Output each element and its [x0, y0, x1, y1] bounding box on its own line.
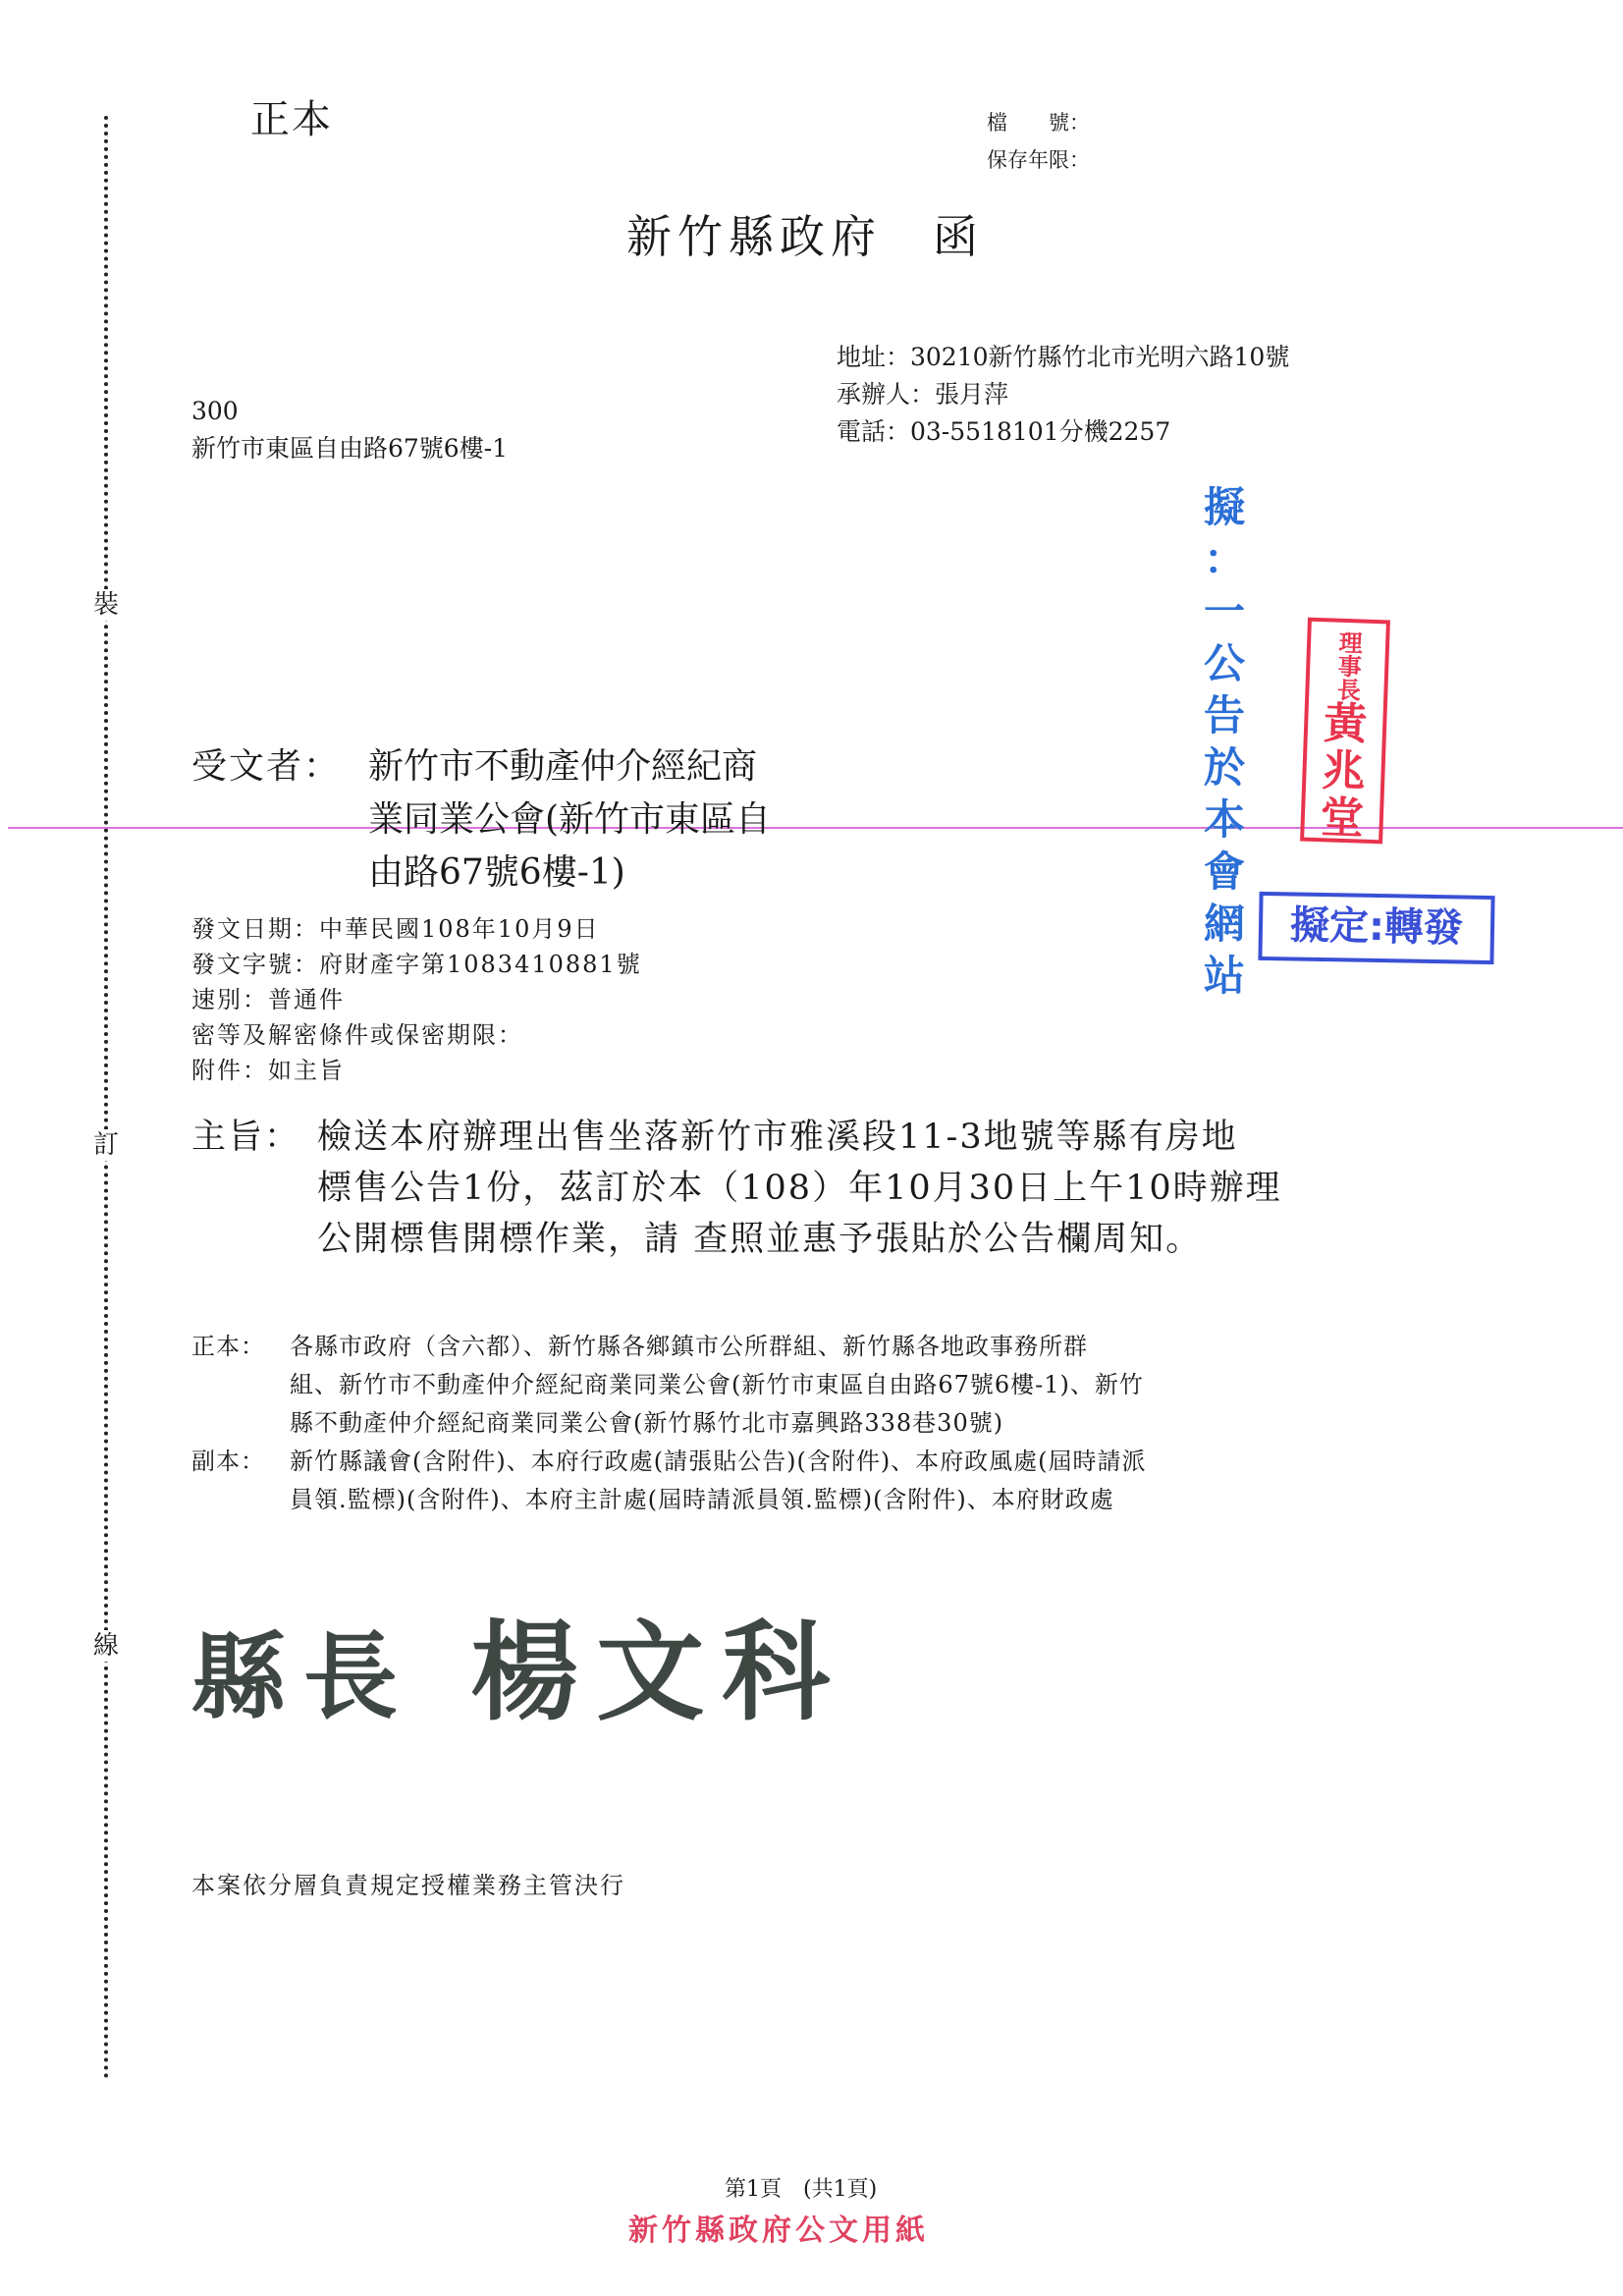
- binding-dotted-line: [104, 116, 108, 2080]
- note-char: 公: [1203, 639, 1245, 687]
- recipient-block: [191, 740, 772, 893]
- recipient-mailing-address: [191, 393, 508, 467]
- document-meta: [191, 911, 642, 1088]
- recipient-label: 受文者：: [191, 746, 342, 787]
- decision-stamp: 擬定:轉發: [1258, 892, 1494, 964]
- handwritten-blue-note: [1200, 481, 1249, 1002]
- original-recipients: [191, 1328, 1144, 1443]
- copy-recipients: [191, 1443, 1147, 1513]
- distribution-block: [191, 1328, 1147, 1513]
- copy-line: 新竹縣議會(含附件)、本府行政處(請張貼公告)(含附件)、本府政風處(屆時請派: [290, 1448, 1147, 1475]
- recipient-line: 業同業公會(新竹市東區自: [368, 799, 772, 840]
- file-meta: [987, 104, 1090, 179]
- binding-char-ding: 訂: [90, 1129, 122, 1161]
- subject-block: [191, 1112, 1282, 1259]
- note-char: 網: [1203, 900, 1245, 948]
- page-number: 第1頁 (共1頁): [725, 2177, 878, 2202]
- subject-line: 檢送本府辦理出售坐落新竹市雅溪段11-3地號等縣有房地: [317, 1118, 1238, 1157]
- note-char: 一: [1203, 587, 1245, 635]
- note-char: 本: [1203, 795, 1245, 844]
- sender-address: 地址：30210新竹縣竹北市光明六路10號: [837, 343, 1290, 371]
- signature-title: 縣長: [191, 1621, 415, 1732]
- retention-label: 保存年限：: [987, 148, 1090, 172]
- note-char: 會: [1203, 847, 1245, 896]
- issue-date: 發文日期：中華民國108年10月9日: [191, 915, 600, 943]
- recipient-line: 新竹市不動產仲介經紀商: [368, 746, 758, 787]
- phone: 電話：03-5518101分機2257: [837, 417, 1171, 446]
- attachment: 附件：如主旨: [191, 1057, 345, 1084]
- recipient-line: 由路67號6樓-1): [368, 852, 625, 893]
- seal-name-char: 黃: [1323, 698, 1369, 750]
- sender-info: [837, 339, 1289, 451]
- seal-name-char: 堂: [1320, 793, 1365, 845]
- mailing-address: 新竹市東區自由路67號6樓-1: [191, 434, 509, 463]
- signature: [191, 1586, 847, 1741]
- copy-mark: 正本: [250, 97, 333, 142]
- stationery-mark: 新竹縣政府公文用紙: [628, 2214, 929, 2248]
- chairman-seal: [1300, 618, 1390, 845]
- original-label: 正本：: [191, 1333, 265, 1360]
- signature-name: 楊文科: [470, 1609, 848, 1735]
- seal-name-char: 兆: [1321, 745, 1367, 797]
- postal-code: 300: [191, 397, 239, 425]
- binding-char-xian: 線: [90, 1630, 122, 1662]
- seal-title: 理事長: [1332, 629, 1363, 702]
- speed: 速別：普通件: [191, 986, 345, 1013]
- classification: 密等及解密條件或保密期限：: [191, 1021, 523, 1049]
- handler: 承辦人：張月萍: [837, 380, 1009, 409]
- document-title: 新竹縣政府 函: [626, 210, 984, 263]
- binding-char-zhuang: 裝: [90, 589, 122, 621]
- original-line: 縣不動產仲介經紀商業同業公會(新竹縣竹北市嘉興路338巷30號): [290, 1409, 1004, 1437]
- original-line: 各縣市政府（含六都）、新竹縣各鄉鎮市公所群組、新竹縣各地政事務所群: [290, 1333, 1088, 1360]
- delegation-note: 本案依分層負責規定授權業務主管決行: [191, 1872, 625, 1899]
- subject-label: 主旨：: [191, 1118, 301, 1157]
- subject-line: 公開標售開標作業，請 查照並惠予張貼於公告欄周知。: [317, 1220, 1203, 1259]
- copy-label: 副本：: [191, 1448, 265, 1475]
- original-line: 組、新竹市不動產仲介經紀商業同業公會(新竹市東區自由路67號6樓-1)、新竹: [290, 1371, 1144, 1398]
- copy-line: 員領.監標)(含附件)、本府主計處(屆時請派員領.監標)(含附件)、本府財政處: [290, 1486, 1114, 1513]
- note-char: 於: [1203, 743, 1245, 792]
- file-number-label: 檔 號：: [987, 111, 1090, 135]
- note-char: ：: [1203, 535, 1245, 583]
- note-char: 擬: [1203, 483, 1245, 531]
- note-char: 告: [1203, 691, 1245, 739]
- note-char: 站: [1203, 952, 1245, 1000]
- doc-number: 發文字號：府財產字第1083410881號: [191, 951, 642, 978]
- subject-line: 標售公告1份，茲訂於本（108）年10月30日上午10時辦理: [317, 1169, 1282, 1208]
